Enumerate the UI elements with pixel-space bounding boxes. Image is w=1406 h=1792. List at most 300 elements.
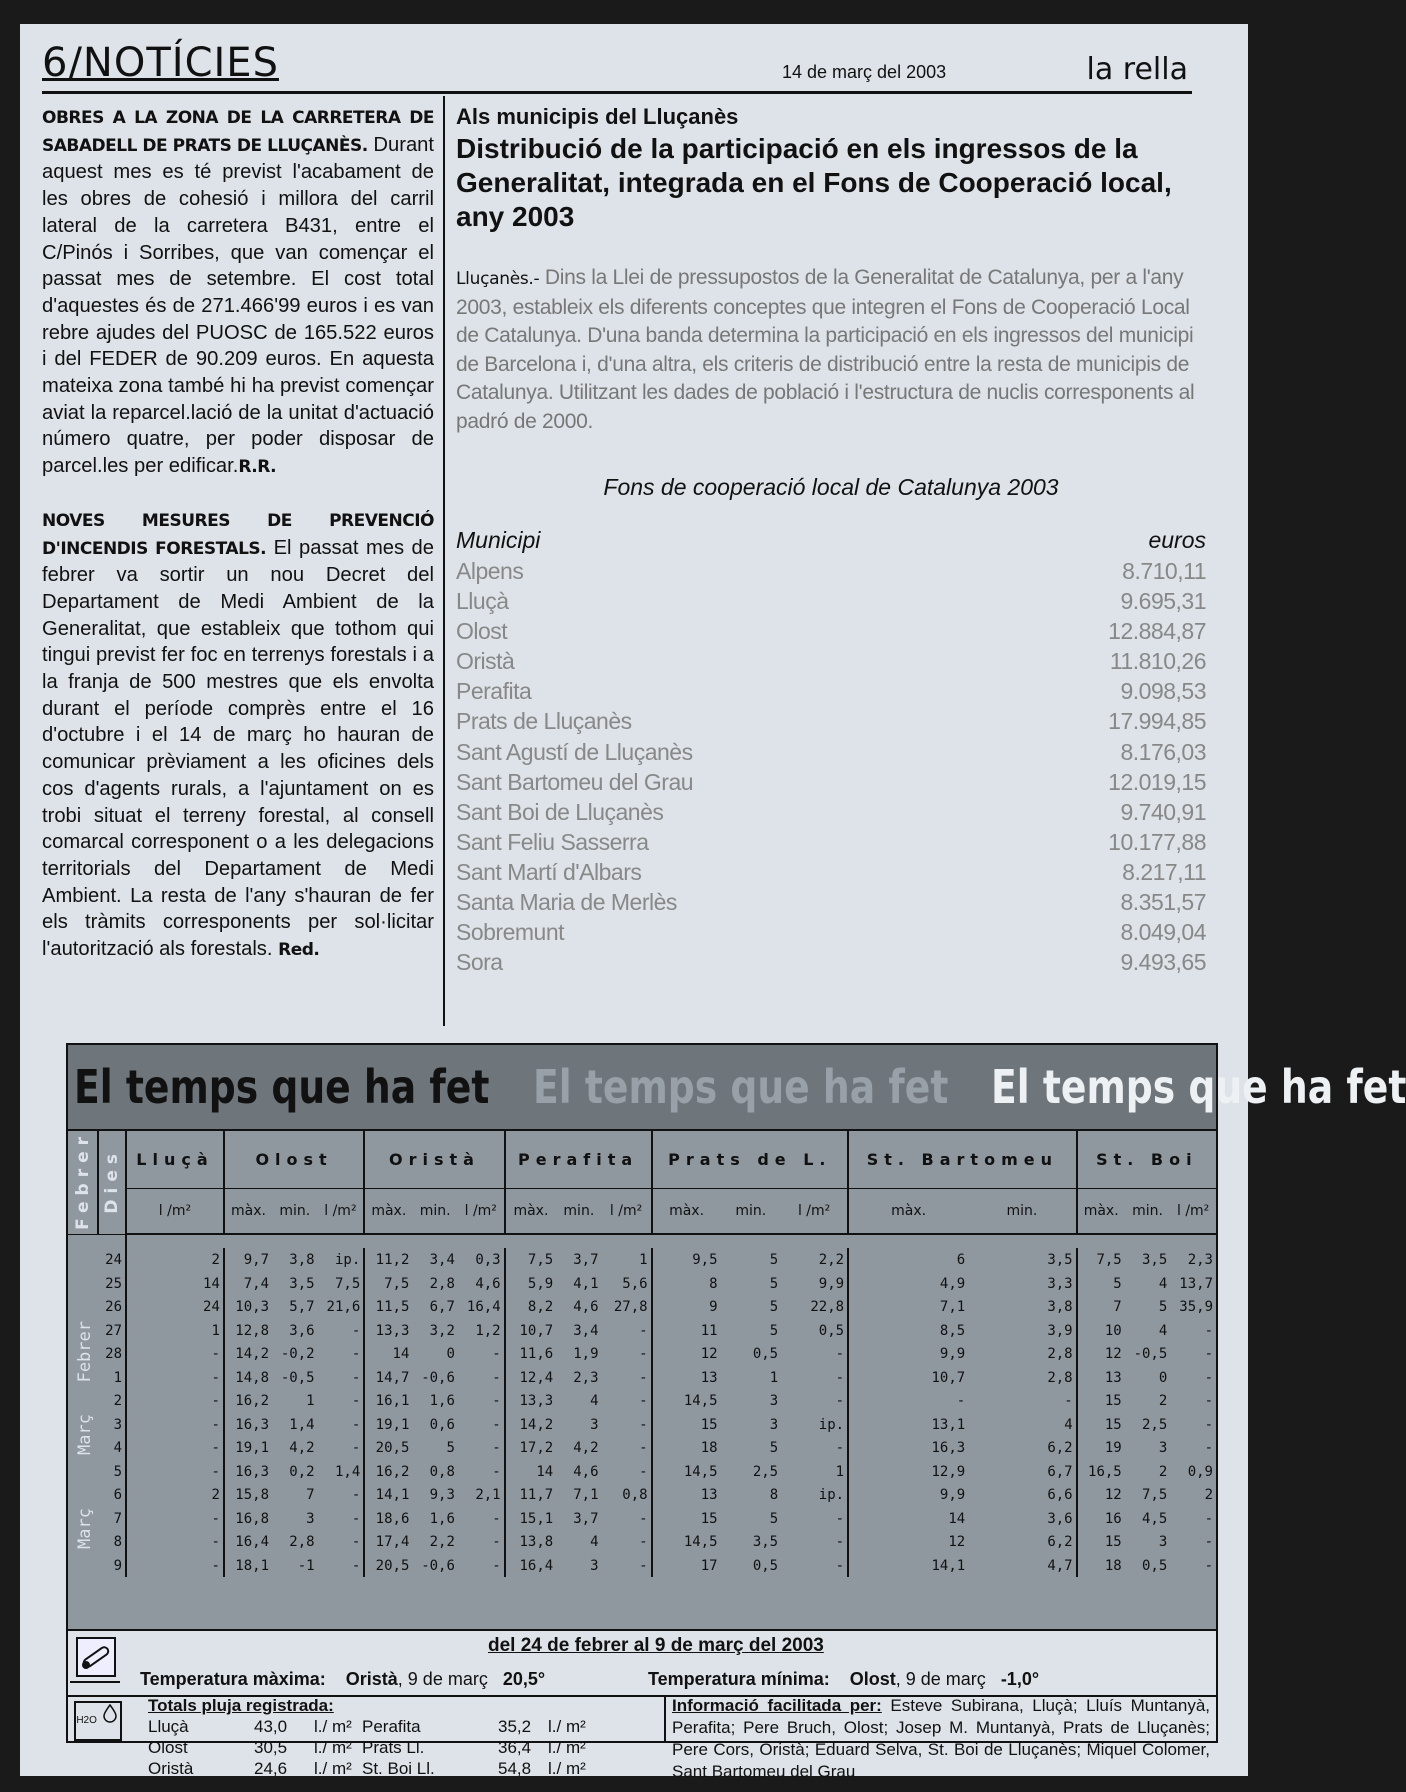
value-cell: 17,2 [505, 1436, 557, 1460]
value-cell: - [639, 1463, 648, 1480]
info-credits-title: Informació facilitada per: [672, 1696, 882, 1715]
value-cell: 20,5 [364, 1554, 412, 1578]
value-cell: 1 [769, 1369, 779, 1386]
value-cell: 1,2 [475, 1322, 501, 1339]
value-cell: ip. [818, 1487, 845, 1504]
table-row [68, 1460, 1216, 1484]
value-cell: 0,8 [622, 1487, 648, 1504]
measure-header: l /m² [602, 1188, 652, 1234]
spacer-row [68, 1234, 1216, 1248]
value-cell: 15 [1077, 1389, 1125, 1413]
value-cell: 1,6 [429, 1510, 455, 1527]
rain-unit: l./ m² [314, 1759, 352, 1778]
value-cell: - [351, 1440, 361, 1457]
municipi-euros: 17.994,85 [1108, 708, 1206, 735]
value-cell: 14,8 [224, 1366, 272, 1390]
month-cell [68, 1483, 98, 1577]
max-temperature-label: Temperatura màxima: [140, 1669, 326, 1689]
value-cell: 6,2 [1047, 1440, 1073, 1457]
value-cell: 18,1 [224, 1554, 272, 1578]
value-cell: 3,5 [289, 1275, 315, 1292]
value-cell: 7 [306, 1487, 315, 1504]
rain-value: 24,6 [254, 1759, 288, 1778]
value-cell: - [351, 1369, 361, 1386]
value-cell: 13,8 [505, 1530, 557, 1554]
column-header-euros: euros [1148, 527, 1206, 553]
value-cell: 5 [1158, 1299, 1168, 1316]
value-cell: 8,2 [505, 1295, 557, 1319]
table-row [456, 676, 1206, 706]
rain-station: St. Boi Ll. [362, 1759, 435, 1778]
value-cell: 16,4 [466, 1299, 501, 1316]
value-cell: 3,5 [752, 1534, 779, 1551]
value-cell: 4,7 [1047, 1557, 1073, 1574]
municipi-name: Sora [456, 949, 503, 976]
weather-footer [68, 1629, 1216, 1781]
value-cell: 15 [652, 1507, 721, 1531]
table-title: Fons de cooperació local de Catalunya 2003 [603, 474, 1059, 500]
max-temperature-place: Oristà [345, 1669, 398, 1689]
value-cell: 3,7 [573, 1252, 599, 1269]
measure-header: l /m² [1170, 1188, 1216, 1234]
value-cell: - [639, 1510, 648, 1527]
value-cell: 2 [126, 1483, 224, 1507]
rain-value: 30,5 [254, 1738, 288, 1757]
value-cell: 13,7 [1179, 1275, 1213, 1292]
value-cell: - [492, 1393, 501, 1410]
value-cell: 0,9 [1187, 1463, 1213, 1480]
value-cell: - [639, 1557, 648, 1574]
month-cell [68, 1248, 98, 1319]
table-row [456, 857, 1206, 887]
table-row [68, 1272, 1216, 1296]
municipi-name: Sant Bartomeu del Grau [456, 768, 694, 795]
value-cell: - [492, 1440, 501, 1457]
value-cell: 13 [1077, 1366, 1125, 1390]
max-temperature-date: , 9 de març [397, 1669, 488, 1689]
value-cell: 3,6 [1047, 1510, 1073, 1527]
value-cell: 10,3 [224, 1295, 272, 1319]
value-cell: 13 [652, 1483, 721, 1507]
municipi-euros: 12.019,15 [1108, 768, 1206, 795]
value-cell: 5 [769, 1275, 779, 1292]
table-row [68, 1389, 1216, 1413]
article-signature: R.R. [238, 457, 277, 478]
value-cell: - [639, 1322, 648, 1339]
value-cell: - [639, 1440, 648, 1457]
article-pretitle: Als municipis del Lluçanès [456, 104, 739, 129]
table-row [68, 1319, 1216, 1343]
value-cell: - [639, 1416, 648, 1433]
value-cell: 0,5 [752, 1346, 779, 1363]
municipi-euros: 8.049,04 [1120, 919, 1206, 946]
value-cell: - [835, 1557, 845, 1574]
value-cell: - [351, 1393, 361, 1410]
municipi-euros: 9.493,65 [1120, 949, 1206, 976]
value-cell: 14,1 [848, 1554, 968, 1578]
measure-header: min. [968, 1188, 1076, 1234]
min-temperature-date: , 9 de març [895, 1669, 986, 1689]
day-cell: 4 [98, 1436, 126, 1460]
month-label: Març [75, 1413, 95, 1455]
value-cell: - [126, 1342, 224, 1366]
municipi-name: Sant Agustí de Lluçanès [456, 738, 693, 765]
value-cell: 1,4 [289, 1416, 315, 1433]
value-cell: 24 [126, 1295, 224, 1319]
value-cell: 1,9 [573, 1346, 599, 1363]
table-row [68, 1436, 1216, 1460]
station-header: Olost [224, 1131, 364, 1188]
value-cell: 5,6 [622, 1275, 648, 1292]
rain-unit: l./ m² [548, 1738, 586, 1757]
month-label: Febrer [72, 1131, 93, 1230]
day-cell: 28 [98, 1342, 126, 1366]
day-cell: 27 [98, 1319, 126, 1343]
value-cell: 12,4 [505, 1366, 557, 1390]
value-cell: 11,7 [505, 1483, 557, 1507]
value-cell: 12,9 [848, 1460, 968, 1484]
municipi-euros: 12.884,87 [1108, 618, 1206, 645]
value-cell: 2,3 [573, 1369, 599, 1386]
measure-header: màx. [505, 1188, 557, 1234]
value-cell: 16,1 [364, 1389, 412, 1413]
article-intro [456, 264, 1206, 436]
value-cell: 3,3 [1047, 1275, 1073, 1292]
value-cell: - [639, 1369, 648, 1386]
measure-header: màx. [364, 1188, 412, 1234]
value-cell: - [835, 1369, 845, 1386]
article-incendis [42, 507, 434, 964]
value-cell: 3,8 [289, 1252, 315, 1269]
value-cell: - [351, 1557, 361, 1574]
value-cell: 0 [1158, 1369, 1168, 1386]
value-cell: 3 [1158, 1534, 1168, 1551]
value-cell: 9 [652, 1295, 721, 1319]
value-cell: 6,2 [1047, 1534, 1073, 1551]
right-column [456, 104, 1206, 977]
value-cell: 15 [652, 1413, 721, 1437]
value-cell: ip. [818, 1416, 845, 1433]
value-cell: 10,7 [505, 1319, 557, 1343]
value-cell: 5 [769, 1252, 779, 1269]
rain-totals-list [148, 1716, 668, 1779]
table-row [68, 1507, 1216, 1531]
table-row [456, 767, 1206, 797]
municipi-euros: 11.810,26 [1109, 648, 1206, 675]
measure-header: màx. [848, 1188, 968, 1234]
value-cell: - [351, 1346, 361, 1363]
thermometer-icon [70, 1631, 120, 1683]
value-cell: 20,5 [364, 1436, 412, 1460]
value-cell: 16,3 [848, 1436, 968, 1460]
value-cell: - [835, 1393, 845, 1410]
value-cell: - [351, 1534, 361, 1551]
value-cell: 7,5 [334, 1275, 361, 1292]
value-cell: 18 [652, 1436, 721, 1460]
value-cell: 10 [1077, 1319, 1125, 1343]
value-cell: 22,8 [810, 1299, 845, 1316]
value-cell: - [126, 1366, 224, 1390]
value-cell: 2 [1158, 1393, 1168, 1410]
value-cell: 3,5 [1047, 1252, 1073, 1269]
value-cell: 6,7 [429, 1299, 455, 1316]
municipi-name: Oristà [456, 648, 515, 675]
value-cell: 16,2 [364, 1460, 412, 1484]
value-cell: 14,2 [224, 1342, 272, 1366]
table-row [456, 616, 1206, 646]
value-cell: 4 [1158, 1275, 1168, 1292]
municipi-name: Sant Feliu Sasserra [456, 828, 649, 855]
min-temperature-value: -1,0° [1000, 1669, 1040, 1689]
value-cell: - [126, 1507, 224, 1531]
value-cell: 0,5 [752, 1557, 779, 1574]
value-cell: 0,2 [289, 1463, 315, 1480]
value-cell: 11,2 [364, 1248, 412, 1272]
value-cell: 1 [639, 1252, 648, 1269]
table-header [456, 527, 1206, 554]
value-cell: 7 [1077, 1295, 1125, 1319]
value-cell: 2,8 [429, 1275, 455, 1292]
value-cell: 16,4 [224, 1530, 272, 1554]
value-cell: 16,5 [1077, 1460, 1125, 1484]
measure-header: min. [556, 1188, 601, 1234]
article-body: El passat mes de febrer va sortir un nou Decret del Departament de Medi Ambient de la Generalitat, que estableix que tothom qui tingui previst fer foc en terrenys forestals i a la franja de 500 mestres que els envolta durant el període comprès entre el 16 d'octubre i el 14 de març ho hauran de comunicar prèviament a les oficines dels cos d'agents rurals, a l'ajuntament on es trobi situat el terreny forestal, al consell comarcal corresponent o a les delegacions territorials del Departament de Medi Ambient. La resta de l'any s'hauran de fer els tràmits corresponents per sol·licitar l'autorització als forestals. [42, 536, 434, 961]
table-row [456, 797, 1206, 827]
measure-header: l /m² [781, 1188, 848, 1234]
value-cell: -0,5 [1133, 1346, 1168, 1363]
value-cell: 12 [1077, 1342, 1125, 1366]
rain-station: Perafita [362, 1717, 421, 1736]
value-cell: 14,7 [364, 1366, 412, 1390]
value-cell: - [126, 1436, 224, 1460]
value-cell: 4,6 [573, 1463, 599, 1480]
value-cell: 14 [505, 1460, 557, 1484]
rain-station: Prats Ll. [362, 1738, 425, 1757]
value-cell: 35,9 [1179, 1299, 1213, 1316]
value-cell: 12,8 [224, 1319, 272, 1343]
value-cell: 13 [652, 1366, 721, 1390]
value-cell: 16,4 [505, 1554, 557, 1578]
rain-value: 43,0 [254, 1717, 288, 1736]
rain-unit: l./ m² [314, 1738, 352, 1757]
value-cell: 2 [126, 1248, 224, 1272]
value-cell: 7,1 [573, 1487, 599, 1504]
day-cell: 8 [98, 1530, 126, 1554]
value-cell: 9,5 [652, 1248, 721, 1272]
value-cell: - [1204, 1346, 1213, 1363]
measure-header: l /m² [318, 1188, 365, 1234]
rain-totals [148, 1695, 668, 1779]
value-cell: 14,5 [652, 1460, 721, 1484]
value-cell: 2,5 [752, 1463, 779, 1480]
value-cell: - [1204, 1322, 1213, 1339]
table-row [456, 706, 1206, 736]
month-cell [68, 1389, 98, 1483]
weather-title-bar [68, 1045, 1406, 1129]
value-cell: 2,8 [289, 1534, 315, 1551]
value-cell: 2,8 [1047, 1346, 1073, 1363]
municipi-euros: 8.710,11 [1122, 558, 1206, 584]
municipi-name: Alpens [456, 558, 524, 584]
value-cell: 0 [446, 1346, 455, 1363]
value-cell: 5 [446, 1440, 455, 1457]
value-cell: - [351, 1510, 361, 1527]
article-body: Durant aquest mes es té previst l'acabament de les obres de cohesió i millora del carril lateral de la carretera B431, entre el C/Pinós i Sorribes, que van començar el passat mes de setembre. El cost total d'aquestes és de 271.466'99 euros i es van rebre ajudes del PUOSC de 165.522 euros i del FEDER de 90.209 euros. En aquesta mateixa zona també hi ha previst començar aviat la reparcel.lació de la unitat d'actuació número quatre, per poder disposar de parcel.les per edificar. [42, 133, 435, 478]
value-cell: 17 [652, 1554, 721, 1578]
value-cell: - [351, 1322, 361, 1339]
station-header: Oristà [364, 1131, 504, 1188]
value-cell: 2,2 [429, 1534, 455, 1551]
value-cell: 2,2 [818, 1252, 845, 1269]
value-cell: 2,3 [1187, 1252, 1213, 1269]
value-cell: 1 [835, 1463, 845, 1480]
value-cell: 11 [652, 1319, 721, 1343]
table-row [68, 1554, 1216, 1578]
value-cell: - [835, 1440, 845, 1457]
value-cell: - [835, 1534, 845, 1551]
value-cell: 0,5 [1141, 1557, 1168, 1574]
value-cell: 16,2 [224, 1389, 272, 1413]
value-cell: 5 [769, 1322, 779, 1339]
weather-period: del 24 de febrer al 9 de març del 2003 [488, 1635, 824, 1656]
value-cell: 0,5 [818, 1322, 845, 1339]
value-cell: 7,5 [364, 1272, 412, 1296]
value-cell: 2,1 [475, 1487, 501, 1504]
min-temperature-label: Temperatura mínima: [648, 1669, 830, 1689]
municipi-euros: 8.176,03 [1120, 738, 1206, 765]
value-cell: 3 [306, 1510, 315, 1527]
value-cell: 16,3 [224, 1413, 272, 1437]
value-cell: 4 [590, 1534, 599, 1551]
article-signature: Red. [278, 940, 320, 961]
station-header: Lluçà [126, 1131, 224, 1188]
rain-value: 36,4 [498, 1738, 532, 1757]
rain-unit: l./ m² [548, 1717, 586, 1736]
municipi-name: Olost [456, 618, 508, 645]
value-cell: 7,5 [1141, 1487, 1168, 1504]
day-cell: 9 [98, 1554, 126, 1578]
article-obres [42, 104, 434, 481]
municipi-euros: 10.177,88 [1108, 828, 1206, 855]
municipi-name: Perafita [456, 678, 532, 705]
value-cell: 5 [769, 1299, 779, 1316]
max-temperature [140, 1669, 545, 1690]
value-cell: 1 [306, 1393, 315, 1410]
days-header-cell [98, 1131, 126, 1234]
value-cell: - [1204, 1369, 1213, 1386]
value-cell: 14,5 [652, 1389, 721, 1413]
value-cell: 3,8 [1047, 1299, 1073, 1316]
value-cell: 3,4 [573, 1322, 599, 1339]
day-cell: 1 [98, 1366, 126, 1390]
value-cell: 12 [1077, 1483, 1125, 1507]
value-cell: - [126, 1413, 224, 1437]
value-cell: 5,7 [289, 1299, 315, 1316]
rain-totals-title: Totals pluja registrada: [148, 1696, 334, 1715]
value-cell: 3 [590, 1416, 599, 1433]
value-cell: 3,2 [429, 1322, 455, 1339]
value-cell: 3,9 [1047, 1322, 1073, 1339]
measure-header: màx. [1077, 1188, 1125, 1234]
table-row [68, 1530, 1216, 1554]
article-body: Dins la Llei de pressupostos de la Generalitat de Catalunya, per a l'any 2003, estableix els diferents conceptes que integren el Fons de Cooperació Local de Catalunya. D'una banda determina la participació en els ingressos del municipi de Barcelona i, d'una altra, els criteris de distribució entre la resta de municipis de Catalunya. Utilitzant les dades de població i l'estructura de nuclis corresponents al padró de 2000. [456, 266, 1195, 433]
value-cell: 4 [1064, 1416, 1073, 1433]
value-cell: - [639, 1534, 648, 1551]
value-cell: 16,8 [224, 1507, 272, 1531]
value-cell: - [639, 1393, 648, 1410]
rain-row [148, 1737, 668, 1758]
value-cell: 0,8 [429, 1463, 455, 1480]
municipi-name: Sant Boi de Lluçanès [456, 798, 664, 825]
day-cell: 6 [98, 1483, 126, 1507]
value-cell: 8 [652, 1272, 721, 1296]
article-kicker: NOVES MESURES DE PREVENCIÓ D'INCENDIS FORESTALS. [42, 510, 434, 559]
value-cell: -0,6 [421, 1369, 455, 1386]
day-cell: 2 [98, 1389, 126, 1413]
municipi-euros: 8.351,57 [1120, 889, 1206, 916]
value-cell: 14,1 [364, 1483, 412, 1507]
value-cell: 19,1 [224, 1436, 272, 1460]
rain-value: 54,8 [498, 1759, 532, 1778]
value-cell: 5 [769, 1510, 779, 1527]
month-label: Febrer [75, 1321, 95, 1383]
value-cell: 3 [1158, 1440, 1168, 1457]
value-cell: 0,3 [475, 1252, 501, 1269]
value-cell: 14,5 [652, 1530, 721, 1554]
value-cell: 6,6 [1047, 1487, 1073, 1504]
value-cell: - [492, 1369, 501, 1386]
value-cell: 0,6 [429, 1416, 455, 1433]
value-cell: 7,1 [848, 1295, 968, 1319]
value-cell: 1,6 [429, 1393, 455, 1410]
value-cell: - [126, 1460, 224, 1484]
municipi-euros: 9.098,53 [1120, 678, 1206, 705]
value-cell: 1,4 [334, 1463, 361, 1480]
weather-title-echo: El temps que ha fet [532, 1060, 948, 1114]
value-cell: - [1204, 1534, 1213, 1551]
rain-unit: l./ m² [314, 1717, 352, 1736]
value-cell: - [126, 1530, 224, 1554]
table-row [68, 1342, 1216, 1366]
table-row [68, 1248, 1216, 1272]
value-cell: 2 [1158, 1463, 1168, 1480]
value-cell: - [351, 1487, 361, 1504]
value-cell: -1 [297, 1557, 315, 1574]
value-cell: - [1204, 1416, 1213, 1433]
min-temperature [648, 1669, 1039, 1690]
value-cell: 8,5 [848, 1319, 968, 1343]
value-cell: 2,8 [1047, 1369, 1073, 1386]
value-cell: - [492, 1463, 501, 1480]
value-cell: 15 [1077, 1530, 1125, 1554]
value-cell: - [835, 1346, 845, 1363]
station-header: Perafita [505, 1131, 652, 1188]
h2o-label: H2O [76, 1715, 97, 1726]
value-cell: 10,7 [848, 1366, 968, 1390]
value-cell: 12 [652, 1342, 721, 1366]
value-cell: - [1064, 1393, 1073, 1410]
value-cell: 8 [769, 1487, 779, 1504]
value-cell: 13,3 [364, 1319, 412, 1343]
measure-header: l /m² [126, 1188, 224, 1234]
info-credits [664, 1695, 1216, 1781]
value-cell: - [492, 1416, 501, 1433]
value-cell: 9,3 [429, 1487, 455, 1504]
rain-row [148, 1758, 668, 1779]
left-column [42, 104, 434, 990]
month-header-cell [68, 1131, 98, 1234]
value-cell: - [1204, 1557, 1213, 1574]
